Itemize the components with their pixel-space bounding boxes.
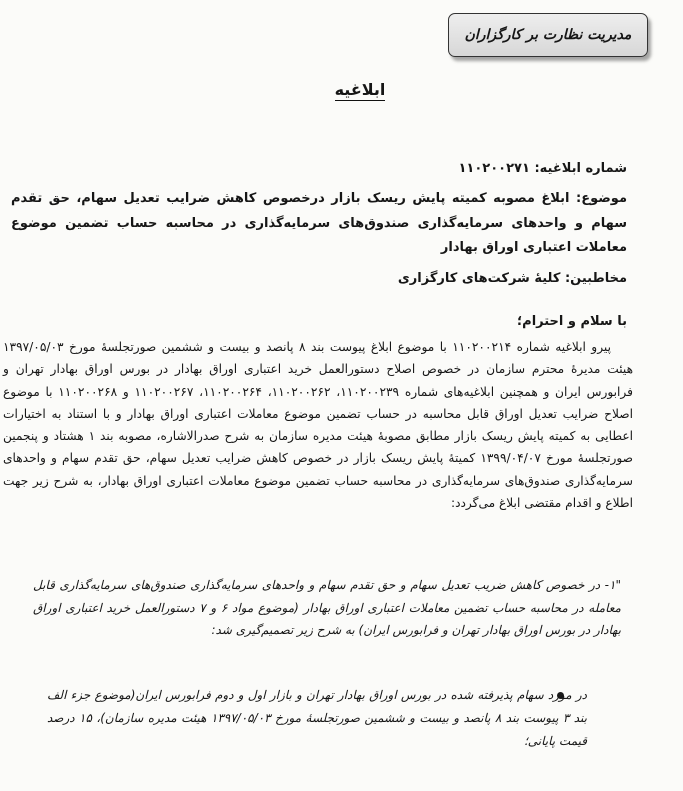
clause-1-bullet: در مورد سهام پذیرفته شده در بورس اوراق بهادار تهران و بازار اول و دوم فرابورس ایران(موضوع جزء الف بند ۳ پیوست بند ۸ پانصد و بیست و ششمین صورتجلسهٔ مورخ ۱۳۹۷/۰۵/۰۳ هیئت مدیره سازمان)، ۱۵ درصد قیمت پایانی؛ [47, 688, 587, 748]
body-paragraph-text: پیرو ابلاغیه شماره ۱۱۰۲۰۰۲۱۴ با موضوع ابلاغ پیوست بند ۸ پانصد و بیست و ششمین صورتجلسهٔ مورخ ۱۳۹۷/۰۵/۰۳ هیئت مدیرهٔ محترم سازمان در خصوص اصلاح دستورالعمل خرید اعتباری اوراق بهادار در بورس اوراق بهادار تهران و فرابورس ایران و همچنین ابلاغیه‌های شماره ۱۱۰۲۰۰۲۳۹، ۱۱۰۲۰۰۲۶۲، ۱۱۰۲۰۰۲۶۴، ۱۱۰۲۰۰۲۶۷ و ۱۱۰۲۰۰۲۶۸ با موضوع اصلاح ضرایب تعدیل اوراق قابل محاسبه در حساب تضمین موضوع معاملات اعتباری اوراق بهادار و با استناد به اختیارات اعطایی به کمیته پایش ریسک بازار مطابق مصوبهٔ هیئت مدیره سازمان به شرح صدرالاشاره، مصوبه بند ۱ هشتاد و پنجمین صورتجلسهٔ مورخ ۱۳۹۹/۰۴/۰۷ کمیتهٔ پایش ریسک بازار در خصوص کاهش ضرایب تعدیل سهام، حق تقدم سهام و واحدهای سرمایه‌گذاری صندوق‌های سرمایه‌گذاری در محاسبه حساب تضمین موضوع معاملات اعتباری اوراق بهادار، به شرح زیر جهت اطلاع و اقدام مقتضی ابلاغ می‌گردد: [3, 340, 633, 511]
greeting: با سلام و احترام؛ [516, 314, 627, 329]
body-paragraph [3, 336, 633, 514]
announcement-number: شماره ابلاغیه: ۱۱۰۲۰۰۲۷۱ [458, 161, 627, 176]
recipients-line: مخاطبین: کلیهٔ شرکت‌های کارگزاری [397, 271, 627, 286]
clause-1: "۱- در خصوص کاهش ضریب تعدیل سهام و حق تقدم سهام و واحدهای سرمایه‌گذاری صندوق‌های سرمایه‌گذاری قابل معامله در محاسبه حساب تضمین معاملات اعتباری اوراق بهادار (موضوع مواد ۶ و ۷ دستورالعمل خرید اعتباری اوراق بهادار در بورس اوراق بهادار تهران و فرابورس ایران) به شرح زیر تصمیم‌گیری شد: [33, 578, 621, 638]
subject-line: موضوع: ابلاغ مصوبه کمیته پایش ریسک بازار درخصوص کاهش ضرایب تعدیل سهام، حق تقدم سهام و واحدهای سرمایه‌گذاری صندوق‌های سرمایه‌گذاری در محاسبه حساب تضمین موضوع معاملات اعتباری اوراق بهادار [11, 191, 627, 255]
document-title-text: ابلاغیه [334, 80, 386, 99]
document-title [300, 80, 420, 99]
department-label: مدیریت نظارت بر کارگزاران [464, 27, 632, 43]
department-header-box [448, 13, 648, 57]
